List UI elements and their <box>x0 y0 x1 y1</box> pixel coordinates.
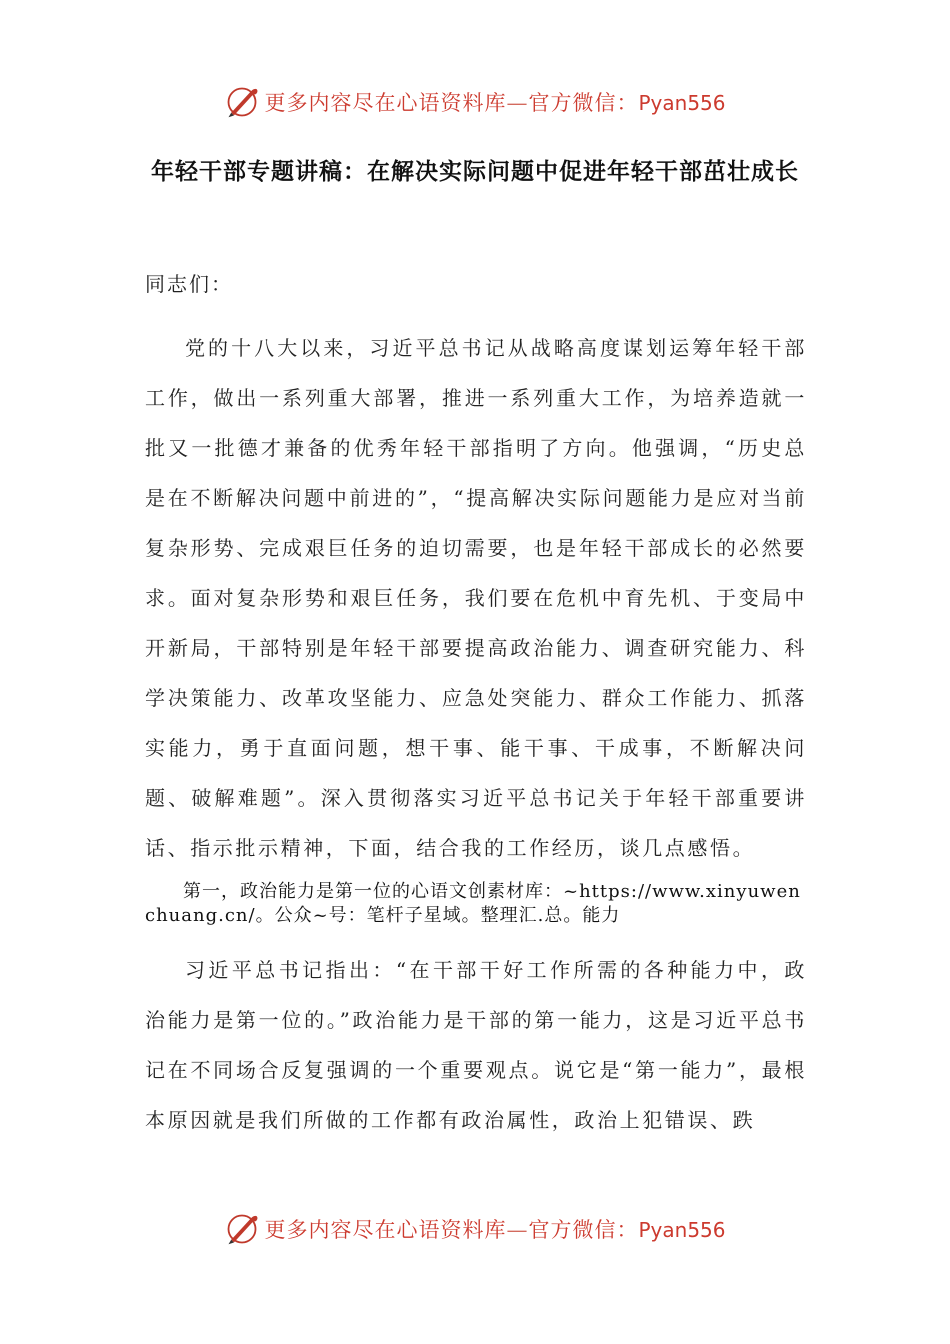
banner-separator: — <box>506 91 529 115</box>
document-title: 年轻干部专题讲稿：在解决实际问题中促进年轻干部茁壮成长 <box>151 159 799 185</box>
banner-separator: — <box>506 1218 529 1242</box>
quill-pen-logo-icon <box>224 1211 260 1247</box>
header-banner <box>0 82 950 122</box>
banner-slogan: 更多内容尽在心语资料库 <box>264 1218 507 1242</box>
body-paragraph-1: 党的十八大以来，习近平总书记从战略高度谋划运筹年轻干部工作，做出一系列重大部署，推进一系列重大工作，为培养造就一批又一批德才兼备的优秀年轻干部指明了方向。他强调，“历史总是在不断解决问题中前进的”，“提高解决实际问题能力是应对当前复杂形势、完成艰巨任务的迫切需要，也是年轻干部成长的必然要求。面对复杂形势和艰巨任务，我们要在危机中育先机、于变局中开新局，干部特别是年轻干部要提高政治能力、调查研究能力、科学决策能力、改革攻坚能力、应急处突能力、群众工作能力、抓落实能力，勇于直面问题，想干事、能干事、干成事，不断解决问题、破解难题”。深入贯彻落实习近平总书记关于年轻干部重要讲话、指示批示精神，下面，结合我的工作经历，谈几点感悟。 <box>145 336 807 860</box>
quill-pen-logo-icon <box>224 84 260 120</box>
banner-text <box>264 87 725 117</box>
banner-official-label: 官方微信： <box>528 1218 639 1242</box>
banner-wechat-id: Pyan556 <box>638 91 726 115</box>
body-paragraph-2: 习近平总书记指出：“在干部干好工作所需的各种能力中，政治能力是第一位的。”政治能力是干部的第一能力，这是习近平总书记在不同场合反复强调的一个重要观点。说它是“第一能力”，最根本原因就是我们所做的工作都有政治属性，政治上犯错误、跌 <box>145 958 807 1132</box>
footer-banner <box>0 1209 950 1249</box>
banner-text <box>264 1214 725 1244</box>
section-heading-1: 第一，政治能力是第一位的心语文创素材库：~https://www.xinyuwenchuang.cn/。公众~号：笔杆子星域。整理汇.总。能力 <box>145 881 801 926</box>
salutation: 同志们： <box>145 272 233 296</box>
banner-slogan: 更多内容尽在心语资料库 <box>264 91 507 115</box>
banner-official-label: 官方微信： <box>528 91 639 115</box>
banner-wechat-id: Pyan556 <box>638 1218 726 1242</box>
